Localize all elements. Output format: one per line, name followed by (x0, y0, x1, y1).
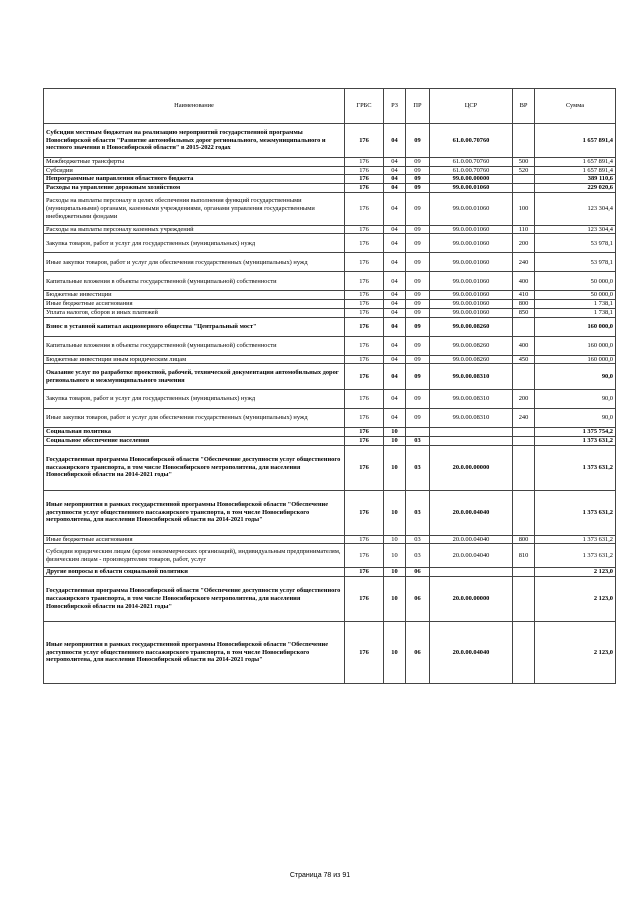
cell-vr: 810 (513, 544, 535, 568)
cell-grbs: 176 (345, 317, 384, 336)
cell-pr: 03 (406, 535, 430, 544)
cell-vr (513, 436, 535, 445)
cell-rz: 04 (384, 308, 406, 317)
table-row (44, 409, 616, 428)
cell-vr (513, 568, 535, 577)
cell-sum: 1 657 891,4 (535, 124, 616, 158)
cell-rz: 04 (384, 253, 406, 272)
cell-csr: 99.0.00.01060 (430, 225, 513, 234)
cell-sum: 50 000,0 (535, 291, 616, 300)
cell-sum: 123 304,4 (535, 192, 616, 225)
cell-sum: 1 373 631,2 (535, 544, 616, 568)
cell-sum: 1 373 631,2 (535, 535, 616, 544)
cell-grbs: 176 (345, 175, 384, 184)
cell-vr (513, 317, 535, 336)
table-row (44, 535, 616, 544)
table-row (44, 428, 616, 437)
cell-name: Иные мероприятия в рамках государственной программы Новосибирской области "Обеспечение доступности услуг общественного пассажирского транспорта, в том числе Новосибирского метрополитена, для населения Новосибирской области на 2014-2021 годы" (44, 490, 345, 535)
cell-rz: 04 (384, 158, 406, 167)
table-row (44, 272, 616, 291)
budget-table (43, 88, 616, 684)
table-row (44, 390, 616, 409)
cell-grbs: 176 (345, 428, 384, 437)
cell-rz: 10 (384, 544, 406, 568)
cell-pr: 09 (406, 124, 430, 158)
table-row (44, 175, 616, 184)
cell-pr: 09 (406, 192, 430, 225)
table-row (44, 568, 616, 577)
cell-rz: 04 (384, 291, 406, 300)
cell-pr: 09 (406, 175, 430, 184)
cell-grbs: 176 (345, 621, 384, 683)
cell-csr: 99.0.00.01060 (430, 234, 513, 253)
cell-sum: 90,0 (535, 364, 616, 390)
cell-csr (430, 428, 513, 437)
cell-name: Субсидии юридическим лицам (кроме некоммерческих организаций), индивидуальным предпринимателям, физическим лицам - производителям товаров, работ, услуг (44, 544, 345, 568)
cell-grbs: 176 (345, 409, 384, 428)
table-row (44, 445, 616, 490)
cell-csr: 99.0.00.08310 (430, 364, 513, 390)
cell-rz: 04 (384, 364, 406, 390)
cell-vr (513, 621, 535, 683)
cell-csr: 61.0.00.70760 (430, 158, 513, 167)
cell-rz: 04 (384, 409, 406, 428)
cell-rz: 04 (384, 175, 406, 184)
cell-csr: 99.0.00.08260 (430, 355, 513, 364)
cell-name: Государственная программа Новосибирской области "Обеспечение доступности услуг общественного пассажирского транспорта, в том числе Новосибирского метрополитена, для населения Новосибирской области на 2014-2021 годы" (44, 445, 345, 490)
cell-grbs: 176 (345, 272, 384, 291)
cell-grbs: 176 (345, 234, 384, 253)
cell-name: Субсидии местным бюджетам на реализацию мероприятий государственной программы Новосибирской области "Развитие автомобильных дорог регионального, межмуниципального и местного значения в Новосибирской области" в 2015-2022 годах (44, 124, 345, 158)
header-vr: ВР (513, 89, 535, 124)
cell-vr: 400 (513, 336, 535, 355)
cell-name: Социальная политика (44, 428, 345, 437)
cell-csr: 20.0.00.00000 (430, 445, 513, 490)
cell-name: Другие вопросы в области социальной политики (44, 568, 345, 577)
cell-rz: 04 (384, 192, 406, 225)
cell-grbs: 176 (345, 364, 384, 390)
table-row (44, 436, 616, 445)
cell-rz: 04 (384, 336, 406, 355)
table-row (44, 192, 616, 225)
cell-sum: 389 110,6 (535, 175, 616, 184)
cell-sum: 90,0 (535, 409, 616, 428)
cell-csr: 99.0.00.01060 (430, 192, 513, 225)
cell-vr: 450 (513, 355, 535, 364)
cell-rz: 04 (384, 184, 406, 193)
table-row (44, 621, 616, 683)
cell-vr (513, 124, 535, 158)
cell-grbs: 176 (345, 300, 384, 309)
cell-name: Расходы на выплаты персоналу казенных учреждений (44, 225, 345, 234)
cell-name: Иные мероприятия в рамках государственной программы Новосибирской области "Обеспечение доступности услуг общественного пассажирского транспорта, в том числе Новосибирского метрополитена, для населения Новосибирской области на 2014-2021 годы" (44, 621, 345, 683)
cell-name: Закупка товаров, работ и услуг для государственных (муниципальных) нужд (44, 234, 345, 253)
cell-vr: 800 (513, 300, 535, 309)
cell-grbs: 176 (345, 576, 384, 621)
table-row (44, 364, 616, 390)
cell-vr: 100 (513, 192, 535, 225)
cell-sum: 2 123,0 (535, 621, 616, 683)
cell-rz: 10 (384, 576, 406, 621)
cell-pr: 06 (406, 621, 430, 683)
header-grbs: ГРБС (345, 89, 384, 124)
header-name: Наименование (44, 89, 345, 124)
cell-vr: 520 (513, 166, 535, 175)
cell-name: Расходы на управление дорожным хозяйством (44, 184, 345, 193)
table-header-row (44, 89, 616, 124)
cell-vr: 240 (513, 253, 535, 272)
cell-name: Субсидии (44, 166, 345, 175)
cell-csr: 20.0.00.00000 (430, 576, 513, 621)
cell-pr: 09 (406, 291, 430, 300)
cell-vr: 200 (513, 390, 535, 409)
cell-vr: 410 (513, 291, 535, 300)
cell-pr: 09 (406, 317, 430, 336)
table-row (44, 576, 616, 621)
cell-sum: 2 123,0 (535, 576, 616, 621)
cell-csr: 99.0.00.08310 (430, 409, 513, 428)
cell-sum: 1 738,1 (535, 300, 616, 309)
page-number: Страница 78 из 91 (289, 872, 351, 879)
cell-sum: 160 000,0 (535, 317, 616, 336)
cell-csr: 20.0.00.04040 (430, 544, 513, 568)
cell-csr: 20.0.00.04040 (430, 535, 513, 544)
cell-vr: 200 (513, 234, 535, 253)
cell-pr: 03 (406, 436, 430, 445)
cell-grbs: 176 (345, 184, 384, 193)
cell-vr: 240 (513, 409, 535, 428)
cell-sum: 123 304,4 (535, 225, 616, 234)
cell-grbs: 176 (345, 355, 384, 364)
cell-pr: 09 (406, 355, 430, 364)
table-body (44, 124, 616, 684)
cell-rz: 04 (384, 166, 406, 175)
cell-rz: 10 (384, 535, 406, 544)
cell-csr: 99.0.00.01060 (430, 300, 513, 309)
cell-grbs: 176 (345, 225, 384, 234)
cell-pr: 03 (406, 490, 430, 535)
cell-name: Капитальные вложения в объекты государственной (муниципальной) собственности (44, 336, 345, 355)
cell-rz: 04 (384, 300, 406, 309)
cell-pr: 06 (406, 568, 430, 577)
cell-sum: 1 657 891,4 (535, 158, 616, 167)
cell-pr: 09 (406, 234, 430, 253)
cell-rz: 10 (384, 621, 406, 683)
cell-name: Иные закупки товаров, работ и услуг для обеспечения государственных (муниципальных) нужд (44, 409, 345, 428)
cell-vr (513, 364, 535, 390)
cell-grbs: 176 (345, 568, 384, 577)
table-row (44, 308, 616, 317)
cell-csr: 99.0.00.08260 (430, 336, 513, 355)
table-row (44, 234, 616, 253)
cell-pr: 06 (406, 576, 430, 621)
cell-csr: 99.0.00.08260 (430, 317, 513, 336)
cell-csr: 20.0.00.04040 (430, 490, 513, 535)
cell-csr: 99.0.00.00000 (430, 175, 513, 184)
cell-pr: 09 (406, 272, 430, 291)
table-row (44, 184, 616, 193)
cell-vr (513, 576, 535, 621)
cell-rz: 04 (384, 234, 406, 253)
table-row (44, 158, 616, 167)
cell-grbs: 176 (345, 291, 384, 300)
cell-csr: 99.0.00.01060 (430, 184, 513, 193)
table-row (44, 490, 616, 535)
cell-grbs: 176 (345, 490, 384, 535)
cell-name: Закупка товаров, работ и услуг для государственных (муниципальных) нужд (44, 390, 345, 409)
cell-name: Иные бюджетные ассигнования (44, 300, 345, 309)
cell-rz: 04 (384, 355, 406, 364)
cell-grbs: 176 (345, 124, 384, 158)
cell-sum: 1 373 631,2 (535, 490, 616, 535)
table-row (44, 291, 616, 300)
table-row (44, 166, 616, 175)
cell-vr (513, 184, 535, 193)
cell-vr: 110 (513, 225, 535, 234)
table-row (44, 124, 616, 158)
cell-name: Взнос в уставной капитал акционерного общества "Центральный мост" (44, 317, 345, 336)
cell-sum: 160 000,0 (535, 336, 616, 355)
cell-sum: 53 978,1 (535, 234, 616, 253)
table-row (44, 225, 616, 234)
cell-pr: 09 (406, 184, 430, 193)
cell-grbs: 176 (345, 390, 384, 409)
cell-rz: 04 (384, 317, 406, 336)
table-row (44, 253, 616, 272)
cell-csr: 99.0.00.01060 (430, 253, 513, 272)
cell-sum: 160 000,0 (535, 355, 616, 364)
cell-sum: 1 373 631,2 (535, 436, 616, 445)
cell-grbs: 176 (345, 535, 384, 544)
cell-vr: 400 (513, 272, 535, 291)
cell-name: Уплата налогов, сборов и иных платежей (44, 308, 345, 317)
cell-rz: 10 (384, 568, 406, 577)
cell-pr: 03 (406, 544, 430, 568)
cell-rz: 04 (384, 390, 406, 409)
cell-csr: 99.0.00.01060 (430, 308, 513, 317)
cell-rz: 10 (384, 490, 406, 535)
cell-pr: 09 (406, 158, 430, 167)
cell-vr (513, 445, 535, 490)
cell-csr: 61.0.00.70760 (430, 166, 513, 175)
header-sum: Сумма (535, 89, 616, 124)
header-rz: РЗ (384, 89, 406, 124)
cell-sum: 53 978,1 (535, 253, 616, 272)
cell-grbs: 176 (345, 158, 384, 167)
cell-grbs: 176 (345, 308, 384, 317)
cell-rz: 04 (384, 225, 406, 234)
cell-vr (513, 175, 535, 184)
table-row (44, 544, 616, 568)
cell-sum: 2 123,0 (535, 568, 616, 577)
cell-csr: 20.0.00.04040 (430, 621, 513, 683)
cell-pr: 09 (406, 225, 430, 234)
header-pr: ПР (406, 89, 430, 124)
cell-grbs: 176 (345, 253, 384, 272)
cell-name: Оказание услуг по разработке проектной, рабочей, технической документации автомобильных дорог регионального и межмуниципального значения (44, 364, 345, 390)
cell-pr: 09 (406, 364, 430, 390)
cell-pr: 09 (406, 300, 430, 309)
cell-pr: 09 (406, 390, 430, 409)
cell-name: Непрограммные направления областного бюджета (44, 175, 345, 184)
cell-grbs: 176 (345, 336, 384, 355)
cell-name: Бюджетные инвестиции (44, 291, 345, 300)
cell-csr (430, 436, 513, 445)
cell-sum: 1 657 891,4 (535, 166, 616, 175)
cell-rz: 10 (384, 428, 406, 437)
cell-grbs: 176 (345, 166, 384, 175)
cell-csr (430, 568, 513, 577)
cell-name: Иные бюджетные ассигнования (44, 535, 345, 544)
cell-vr (513, 428, 535, 437)
table-row (44, 336, 616, 355)
cell-vr: 850 (513, 308, 535, 317)
cell-pr: 09 (406, 336, 430, 355)
cell-csr: 99.0.00.08310 (430, 390, 513, 409)
cell-rz: 10 (384, 436, 406, 445)
cell-pr: 03 (406, 445, 430, 490)
table-row (44, 355, 616, 364)
cell-name: Капитальные вложения в объекты государственной (муниципальной) собственности (44, 272, 345, 291)
table-row (44, 300, 616, 309)
cell-name: Социальное обеспечение населения (44, 436, 345, 445)
cell-sum: 229 020,6 (535, 184, 616, 193)
cell-rz: 04 (384, 124, 406, 158)
cell-sum: 1 375 754,2 (535, 428, 616, 437)
cell-vr: 500 (513, 158, 535, 167)
cell-name: Межбюджетные трансферты (44, 158, 345, 167)
cell-name: Государственная программа Новосибирской области "Обеспечение доступности услуг общественного пассажирского транспорта, в том числе Новосибирского метрополитена, для населения Новосибирской области на 2014-2021 годы" (44, 576, 345, 621)
cell-pr (406, 428, 430, 437)
cell-sum: 90,0 (535, 390, 616, 409)
cell-rz: 04 (384, 272, 406, 291)
cell-csr: 99.0.00.01060 (430, 272, 513, 291)
cell-pr: 09 (406, 253, 430, 272)
cell-pr: 09 (406, 308, 430, 317)
cell-name: Бюджетные инвестиции иным юридическим лицам (44, 355, 345, 364)
cell-pr: 09 (406, 166, 430, 175)
cell-sum: 1 373 631,2 (535, 445, 616, 490)
cell-pr: 09 (406, 409, 430, 428)
cell-grbs: 176 (345, 192, 384, 225)
cell-vr (513, 490, 535, 535)
cell-csr: 99.0.00.01060 (430, 291, 513, 300)
cell-rz: 10 (384, 445, 406, 490)
cell-csr: 61.0.00.70760 (430, 124, 513, 158)
header-csr: ЦСР (430, 89, 513, 124)
cell-grbs: 176 (345, 445, 384, 490)
cell-name: Расходы на выплаты персоналу в целях обеспечения выполнения функций государственными (муниципальными) органами, казенными учреждениями, органами управления государственными внебюджетными фондами (44, 192, 345, 225)
cell-grbs: 176 (345, 436, 384, 445)
cell-sum: 1 738,1 (535, 308, 616, 317)
cell-grbs: 176 (345, 544, 384, 568)
cell-vr: 800 (513, 535, 535, 544)
table-row (44, 317, 616, 336)
cell-name: Иные закупки товаров, работ и услуг для обеспечения государственных (муниципальных) нужд (44, 253, 345, 272)
cell-sum: 50 000,0 (535, 272, 616, 291)
